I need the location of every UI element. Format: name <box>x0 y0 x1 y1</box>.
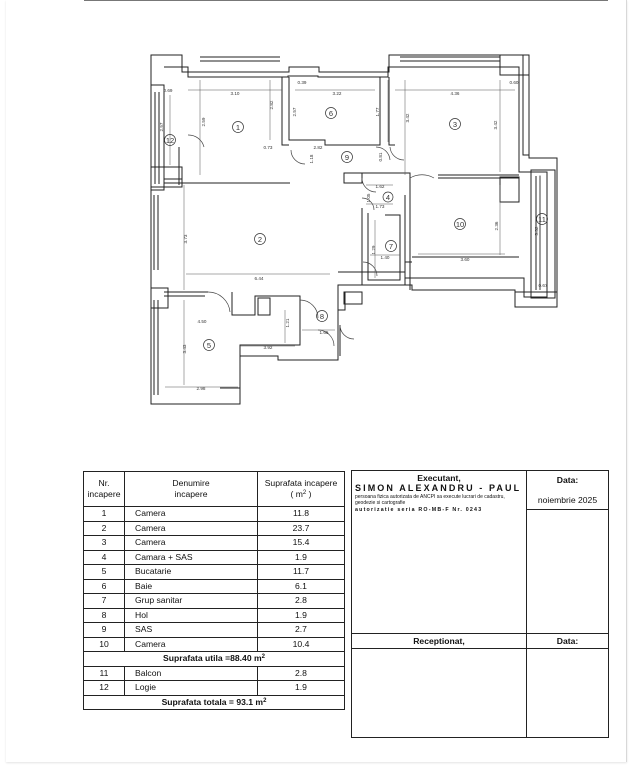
dim-label: 3.73 <box>183 234 188 244</box>
header-name: Denumire incapere <box>125 472 258 507</box>
executant-description: persoana fizica autorizata de ANCPI sa execute lucrari de cadastru, <box>355 494 505 500</box>
dim-label: 1.77 <box>375 107 380 117</box>
dim-label: 3.43 <box>182 344 187 354</box>
room-number-1: 1 <box>235 123 241 132</box>
room-number-3: 3 <box>452 120 458 129</box>
dim-label: 3.42 <box>405 113 410 123</box>
dim-label: 1.62 <box>375 184 385 189</box>
date-cell-2 <box>527 634 609 738</box>
dim-label: 1.29 <box>371 245 376 255</box>
executant-cell <box>352 471 527 634</box>
dim-label: 2.98 <box>196 386 206 391</box>
dim-label: 1.73 <box>375 204 385 209</box>
table-row: 3 Camera 15.4 <box>84 536 345 551</box>
dim-label: 0.60 <box>509 80 519 85</box>
wall-room1-right <box>282 77 289 145</box>
table-row: 10 Camera 10.4 <box>84 637 345 652</box>
dim-label: 0.39 <box>297 80 307 85</box>
room-number-2: 2 <box>257 235 263 244</box>
date-label: Data: <box>556 475 579 485</box>
dim-label: 5.32 <box>534 226 539 236</box>
dim-label: 4.36 <box>450 91 460 96</box>
header-area: Suprafata incapere ( $m^2$ ) <box>258 472 345 507</box>
room-number-10: 10 <box>455 220 465 229</box>
executant-description-2: geodezie si cartografie <box>355 500 406 506</box>
table-row: 4 Camara + SAS 1.9 <box>84 550 345 565</box>
dim-label: 3.10 <box>230 91 240 96</box>
room-number-8: 8 <box>319 312 325 321</box>
dim-label: 0.67 <box>538 283 548 288</box>
table-row: 1 Camera 11.8 <box>84 507 345 522</box>
dim-label: 2.59 <box>201 117 206 127</box>
dim-label: 0.69 <box>163 88 173 93</box>
grand-total-row: Suprafata totala = 93.1 $m^2$ <box>84 695 345 710</box>
dim-label: 2.82 <box>269 100 274 110</box>
logie-balcony <box>151 85 164 190</box>
dim-label: 0.81 <box>378 152 383 162</box>
signature-stamp-table <box>351 470 609 738</box>
table-row: 12 Logie 1.9 <box>84 681 345 696</box>
room-number-7: 7 <box>388 242 394 251</box>
dim-label: 3.92 <box>263 345 273 350</box>
exterior-inner-outline <box>164 67 547 297</box>
wall-room3-left <box>389 77 395 145</box>
room-number-4: 4 <box>385 193 391 202</box>
table-row: 5 Bucatarie 11.7 <box>84 565 345 580</box>
receptionat-cell <box>352 634 527 738</box>
receptionat-label: Receptionat, <box>413 636 465 646</box>
dim-label: 1.65 <box>319 330 329 335</box>
executant-name: SIMON ALEXANDRU - PAUL <box>355 483 522 493</box>
dim-label: 2.82 <box>313 145 323 150</box>
dim-label: 1.05 <box>366 193 371 203</box>
room-legend-table <box>83 471 345 710</box>
header-nr: Nr. incapere <box>84 472 125 507</box>
room-number-9: 9 <box>344 153 350 162</box>
dim-label: 1.40 <box>380 255 390 260</box>
table-row: 6 Baie 6.1 <box>84 579 345 594</box>
dim-label: 2.57 <box>159 122 164 132</box>
table-row: 7 Grup sanitar 2.8 <box>84 594 345 609</box>
room-number-5: 5 <box>206 341 212 350</box>
dim-label: 1.21 <box>285 318 290 328</box>
pillar <box>344 173 362 183</box>
table-row: 11 Balcon 2.8 <box>84 666 345 681</box>
table-row: 9 SAS 2.7 <box>84 623 345 638</box>
dim-label: 2.57 <box>292 107 297 117</box>
dim-label: 0.73 <box>263 145 273 150</box>
dim-label: 1.18 <box>309 154 314 164</box>
wall-bath-box <box>289 77 380 145</box>
date-label-2: Data: <box>556 636 579 646</box>
authorization-number: autorizatie seria RO-MB-F Nr. 0243 <box>355 507 483 513</box>
useful-area-total-row: Suprafata utila =88.40 $m^2$ <box>84 652 345 667</box>
room-number-12: 12 <box>165 136 175 145</box>
table-row: 8 Hol 1.9 <box>84 608 345 623</box>
dim-label: 4.50 <box>197 319 207 324</box>
legend-header-row <box>84 472 345 507</box>
dim-label: 3.60 <box>460 257 470 262</box>
date-value: noiembrie 2025 <box>537 495 598 505</box>
executant-label: Executant, <box>417 473 461 483</box>
shaft <box>258 298 270 315</box>
dim-label: 3.22 <box>332 91 342 96</box>
dim-label: 3.42 <box>493 120 498 130</box>
dim-label: 2.36 <box>494 221 499 231</box>
date-cell <box>527 471 609 634</box>
room-number-6: 6 <box>328 109 334 118</box>
dim-label: 6.44 <box>254 276 264 281</box>
table-row: 2 Camera 23.7 <box>84 521 345 536</box>
room-number-11: 11 <box>538 215 546 224</box>
